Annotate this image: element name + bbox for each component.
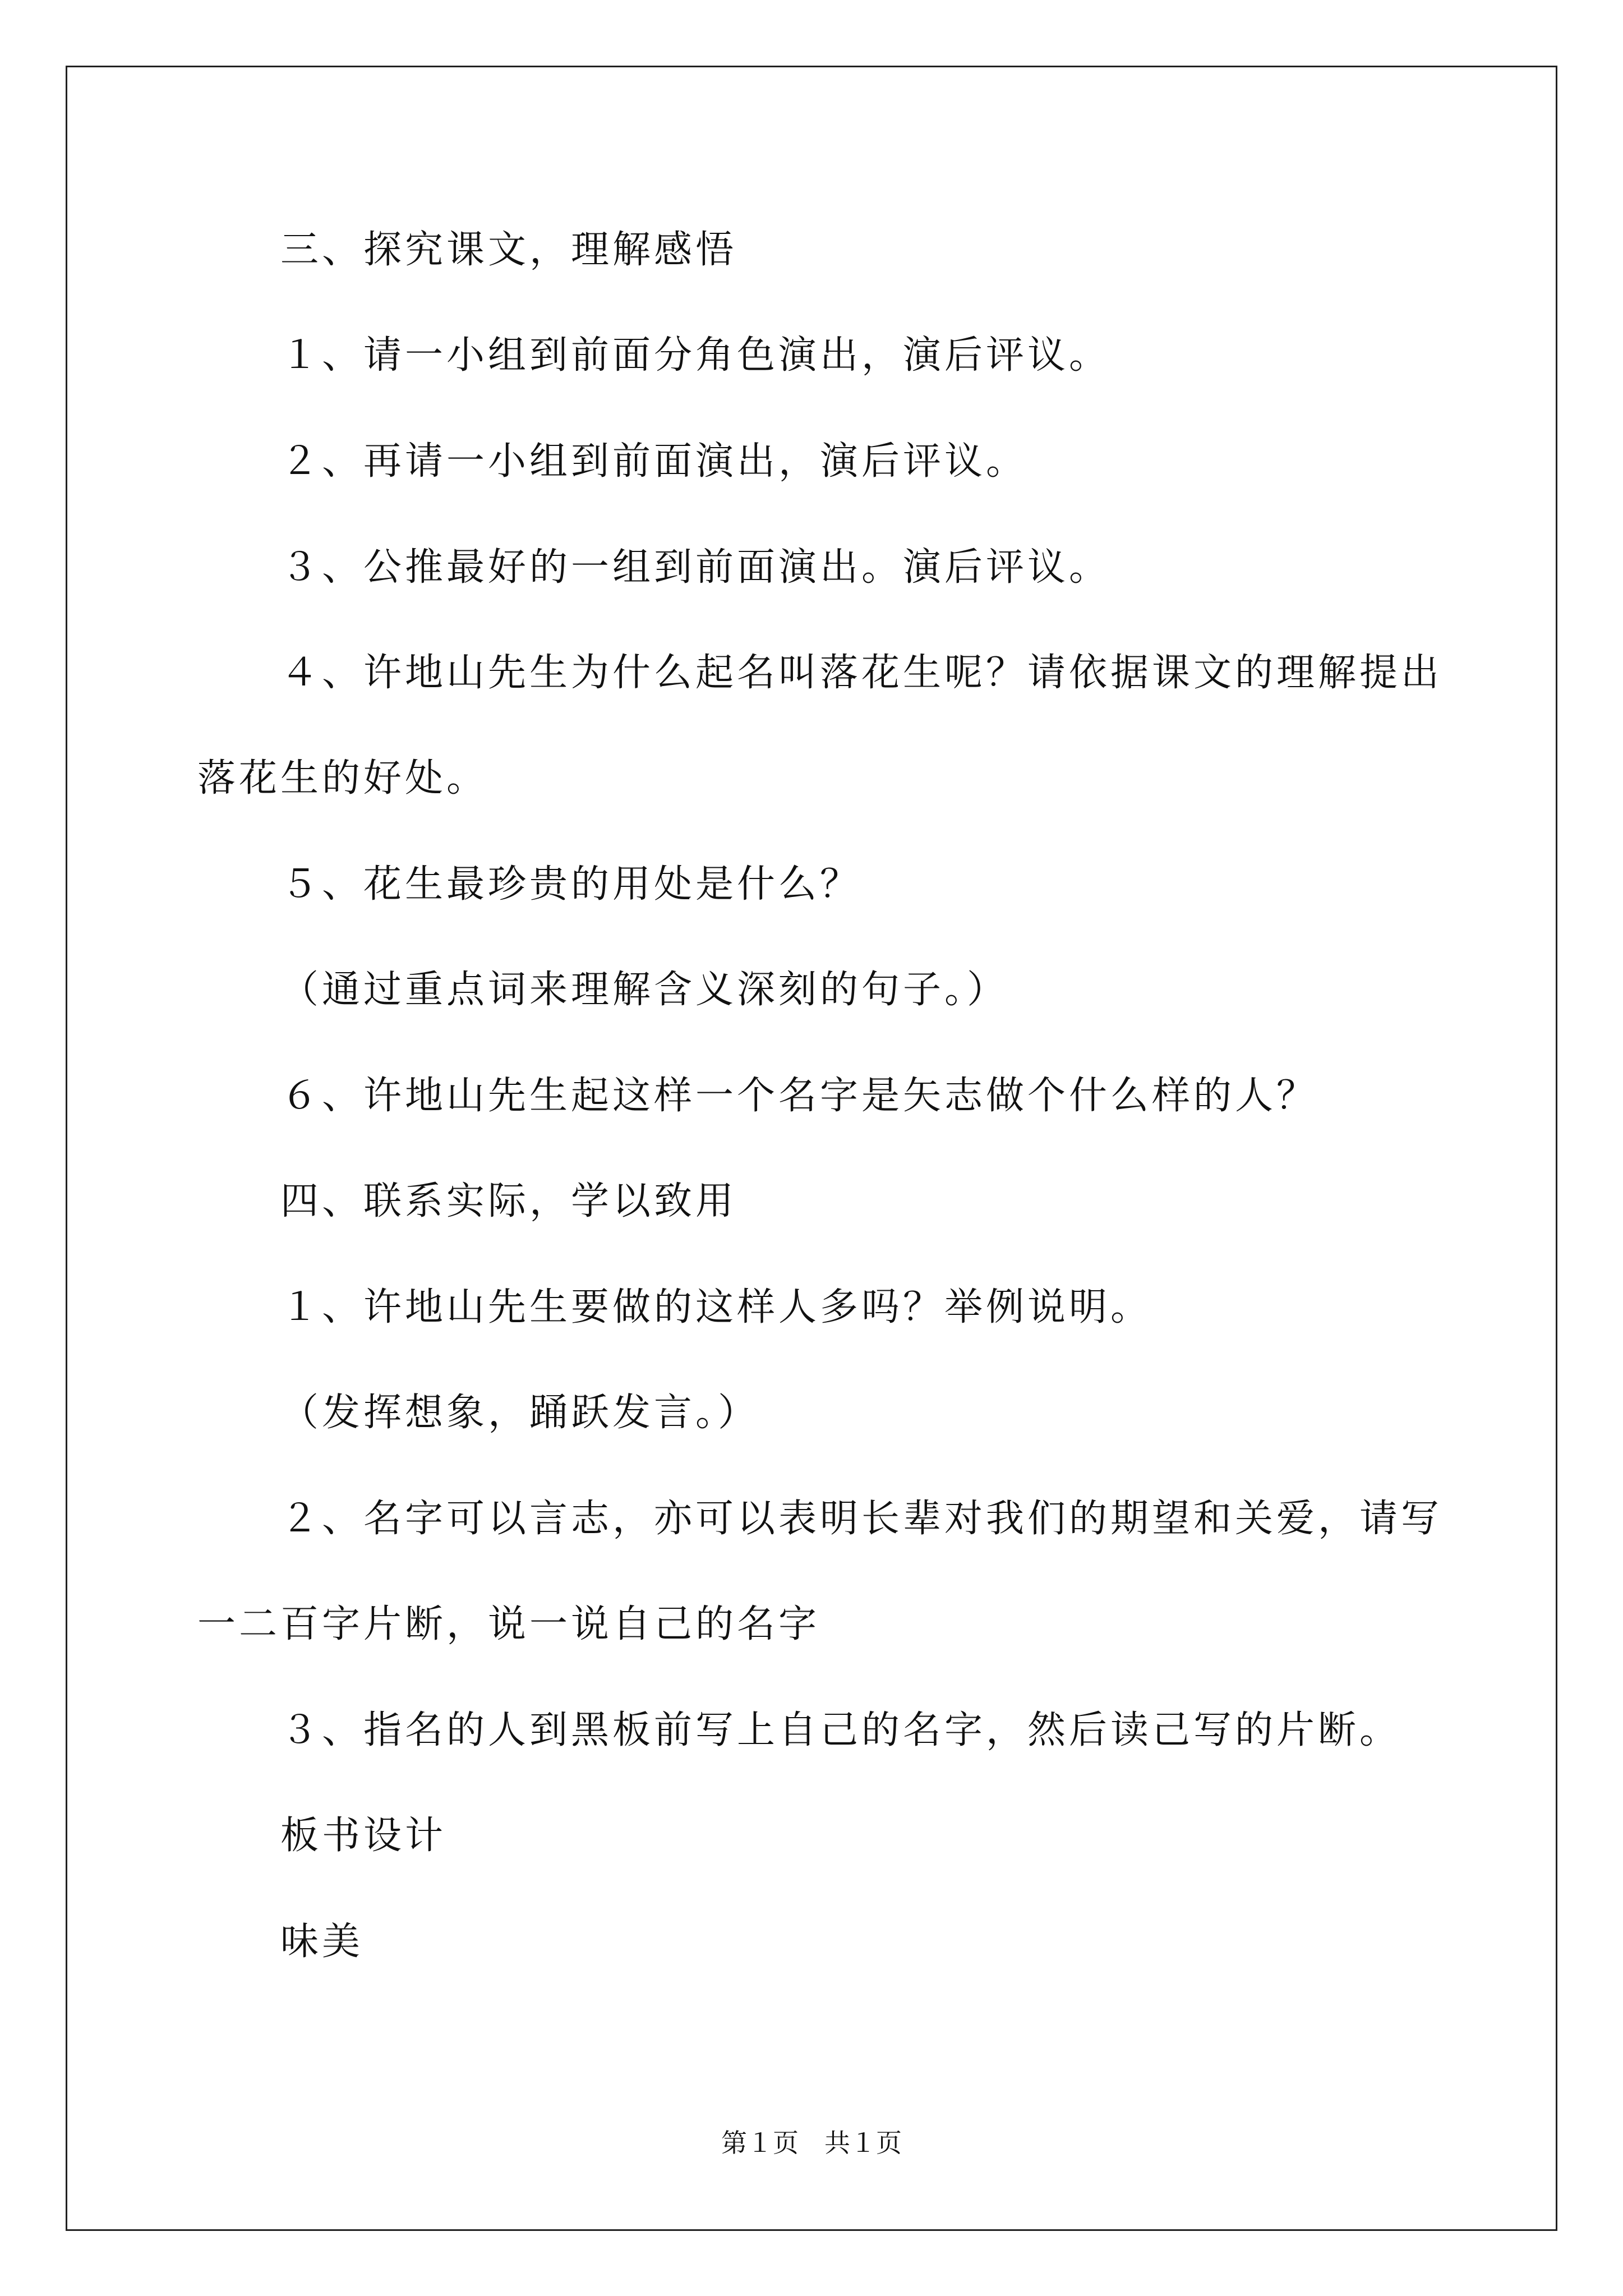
paragraph-line: ５、花生最珍贵的用处是什么？ (280, 862, 862, 907)
paragraph-line: ２、名字可以言志，亦可以表明长辈对我们的期望和关爱，请写 (280, 1497, 1443, 1541)
section-heading-3: 三、探究课文，理解感悟 (280, 228, 737, 272)
section-heading-4: 四、联系实际，学以致用 (280, 1179, 737, 1223)
paragraph-line: （通过重点词来理解含义深刻的句子。） (280, 968, 1009, 1012)
paragraph-line: １、请一小组到前面分角色演出，演后评议。 (280, 333, 1111, 378)
section-heading-blackboard: 板书设计 (280, 1814, 447, 1858)
paragraph-line: ４、许地山先生为什么起名叫落花生呢？请依据课文的理解提出 (280, 651, 1443, 695)
page-border (66, 66, 1557, 2231)
paragraph-line: ３、公推最好的一组到前面演出。演后评议。 (280, 545, 1111, 590)
paragraph-line: ３、指名的人到黑板前写上自己的名字，然后读己写的片断。 (280, 1708, 1401, 1752)
paragraph-line-continuation: 一二百字片断，说一说自己的名字 (197, 1602, 820, 1646)
paragraph-line: （发挥想象，踊跃发言。） (280, 1391, 760, 1435)
paragraph-line: ２、再请一小组到前面演出，演后评议。 (280, 439, 1028, 484)
page-footer: 第１页 共１页 (721, 2128, 902, 2158)
paragraph-line-continuation: 落花生的好处。 (197, 756, 488, 800)
paragraph-line: 味美 (280, 1920, 364, 1964)
paragraph-line: １、许地山先生要做的这样人多吗？举例说明。 (280, 1285, 1152, 1329)
paragraph-line: ６、许地山先生起这样一个名字是矢志做个什么样的人？ (280, 1074, 1318, 1118)
